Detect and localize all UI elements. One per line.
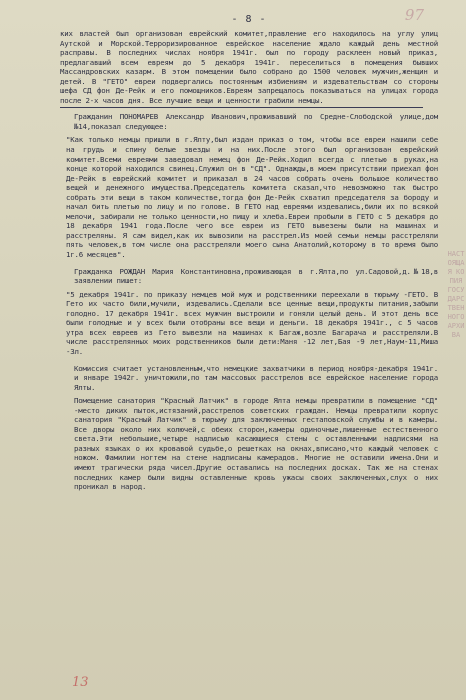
paragraph-sanatorium: Помещение санатория "Красный Латчик" в городе Ялта немцы превратили в помещение "СД" -место диких пыток,истязаний,расстрелов советских граждан. Немцы превратили корпус санатория "Красный Латчик" в тюрьму для заключенных гестаповской службы и в камеры. Все дворы около них колючей,с обеих сторон,камеры одиночные,лишенные естественного света.Эти небольшие,четыре надписью касающиеся стены с оставленными надписями на разных языках о их кровавой судьбе,о решетках на окнах,вписано,что каждый человек с ножом. Фамилии ногтем на стене надписаны камерадов. Многие не оставили имена.Они и имеют трагически ряда чисел.Другие оставались на последних досках. Так же на стенах последних камер были видны оставленные кровь ужасы своих заключенных,слух о них проникал в народ.: [74, 396, 443, 492]
quote-rozhdan: "5 декабря 1941г. по приказу немцев мой муж и родственники переехали в тюрьму -ГЕТО. В Гето их часто били,мучили, издевались.Сделали все ценные вещи,продукты питания,забыли голодно. 17 декабря 1941г. всех мужчин выстроили и гоняли целый день. И этот день все были голодные и у всех были отобраны все вещи и деньги. 18 декабря 1941г., с 5 часов утра всех евреев из Гето вывезли на машинах к Багаж,возле Багарача и расстреляли.В числе расстрелянных моих родственников были дети:Маня -12 лет,Бая -9 лет,Наум-11,Миша -3л.: [66, 289, 443, 356]
paragraph-witness-ponomarev: Гражданин ПОНОМАРЕВ Александр Иванович,проживавший по Средне-Слободской улице,дом №14,показал следующее:: [74, 112, 443, 131]
page-number: - 8 -: [231, 14, 267, 25]
archive-stamp: НАСТОЯЩАЯ КОПИЯ ГОСУДАРСТВЕННОГО АРХИВА: [447, 250, 465, 339]
handwritten-mark: 13: [72, 675, 89, 690]
paragraph-commission: Комиссия считает установленным,что немецкие захватчики в период ноября-декабря 1941г. и январе 1942г. уничтожили,по там массовых расстрелов все еврейское население города Ялты.: [74, 363, 443, 392]
paragraph-witness-rozhdan: Гражданка РОЖДАН Мария Константиновна,проживающая в г.Ялта,по ул.Садовой,д.№18,в заявлении пишет:: [74, 266, 443, 286]
paragraph-intro: ких властей был организован еврейский комитет,правление его находилось на углу улиц Аутской и Морской.Терроризированное еврейское население ждало каждый день местной расправы. В последних числах ноября 1941г. был по городу расклеен новый приказ, предлагавший всем евреям до 5 декабря 1941г. переселиться в помещения бывших Массандровских казарм. В этом помещении было собрано до 1500 человек мужчин,женщин и детей. В "ГЕТО" евреи подвергались постоянным избиениям и издевательствам со стороны шефа СД фон Де-Рейк и его помощников.Евреям запрещалось показываться на улицах города после 2-х часов дня. Все лучшие вещи и ценности грабили немцы.: [60, 29, 443, 105]
archive-page-number: 97: [404, 6, 424, 24]
divider: [60, 107, 423, 108]
quote-ponomarev: "Как только немцы пришли в г.Ялту,был издан приказ о том, чтобы все евреи нашили себе на грудь и спину белые звезды и на них.После этого был организован еврейский комитет.Всеми евреями заведовал немец фон Де-Рейк.Ходил всегда с плетью в руках,на конце которой находился свинец.Служил он в "СД". Однажды,в моем присутствии приехал фон Де-Рейк в еврейский комитет и приказал в 24 часов собрать очень большое количество вещей и денежного имущества.Председатель комитета сказал,что невозможно так быстро собрать эти вещи в таком количестве,тогда фон Де-Рейк схватил председателя за бороду и начал бить плетью по лицу и по голове. В ГЕТО над евреями издевались,били их по всякой мелочи, забирали не только ценности,но пищу и хлеба.Евреи пробыли в ГЕТО с 5 декабря до 18 декабря 1941 года.После чего все евреи из ГЕТО вывезены были на машинах и расстреляны. Я сам видел,как их вывозили на расстрел.Из моей семьи немцы расстреляли пять человек,в том числе она расстреляли моего сына Анатолий,которому в то время было 1г.6 месяцев".: [66, 135, 443, 260]
